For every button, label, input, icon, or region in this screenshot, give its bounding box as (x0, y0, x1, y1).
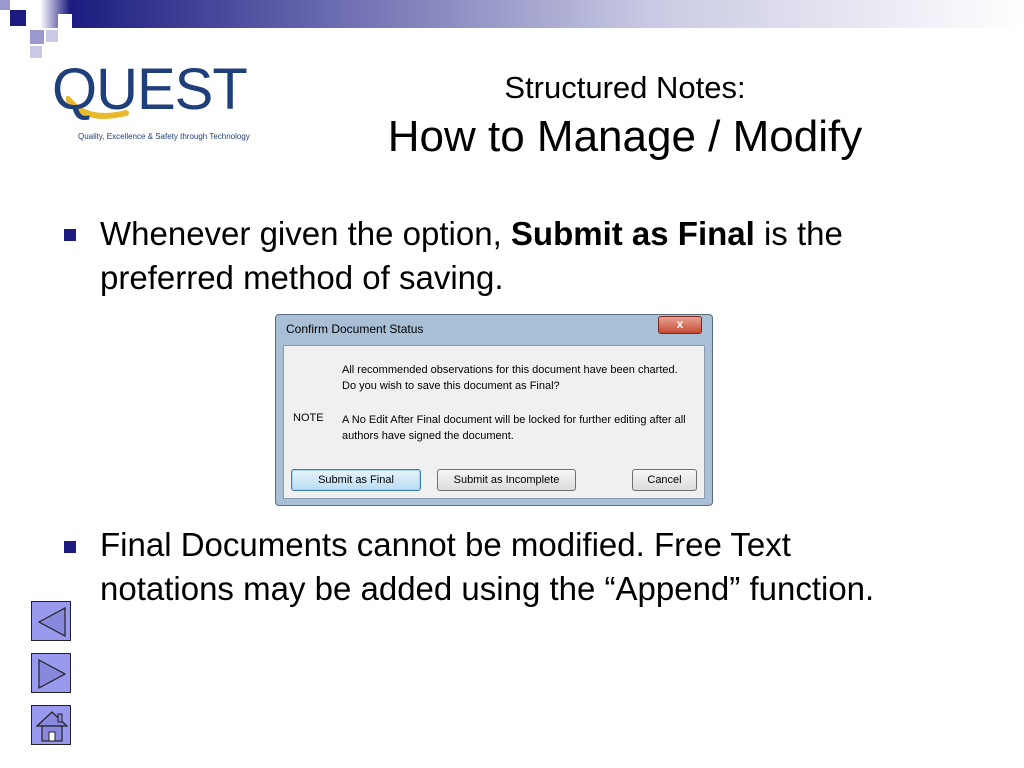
triangle-left-icon (32, 602, 72, 642)
confirm-document-status-dialog (275, 314, 713, 506)
decor-square (30, 30, 44, 44)
logo-text: QUEST (52, 57, 247, 122)
bullet-text-1 (100, 212, 980, 300)
bullet-icon (64, 541, 76, 553)
bullet-1-bold: Submit as Final (510, 215, 755, 252)
next-slide-button[interactable] (31, 653, 71, 693)
decor-square (46, 30, 58, 42)
bullet-1-text-before: Whenever given the option, (100, 215, 511, 252)
dialog-close-button[interactable]: x (658, 316, 702, 334)
dialog-note-label: NOTE (293, 412, 324, 424)
slide-subtitle: Structured Notes: (504, 70, 746, 105)
decor-square (30, 46, 42, 58)
slide-title: How to Manage / Modify (387, 112, 863, 161)
home-button[interactable] (31, 705, 71, 745)
decor-square (10, 10, 26, 26)
logo-tagline: Quality, Excellence & Safety through Technology (78, 132, 250, 141)
submit-as-final-button[interactable]: Submit as Final (291, 469, 421, 491)
quest-logo (52, 55, 282, 150)
previous-slide-button[interactable] (31, 601, 71, 641)
home-icon (32, 706, 72, 746)
header-gradient-bar (0, 0, 1024, 28)
bullet-1-text-after: is the preferred method of saving. (100, 215, 843, 296)
bullet-icon (64, 229, 76, 241)
dialog-body (283, 345, 705, 499)
bullet-text-2: Final Documents cannot be modified. Free Text notations may be added using the “Append” function. (100, 526, 875, 607)
decor-square (58, 14, 72, 28)
decor-square (0, 0, 10, 10)
triangle-right-icon (32, 654, 72, 694)
dialog-message: All recommended observations for this document have been charted. Do you wish to save this document as Final? (342, 364, 678, 392)
dialog-title: Confirm Document Status (286, 322, 424, 336)
submit-as-incomplete-button[interactable]: Submit as Incomplete (437, 469, 576, 491)
dialog-note-text: A No Edit After Final document will be locked for further editing after all authors have signed the document. (342, 414, 686, 442)
cancel-button[interactable]: Cancel (632, 469, 697, 491)
